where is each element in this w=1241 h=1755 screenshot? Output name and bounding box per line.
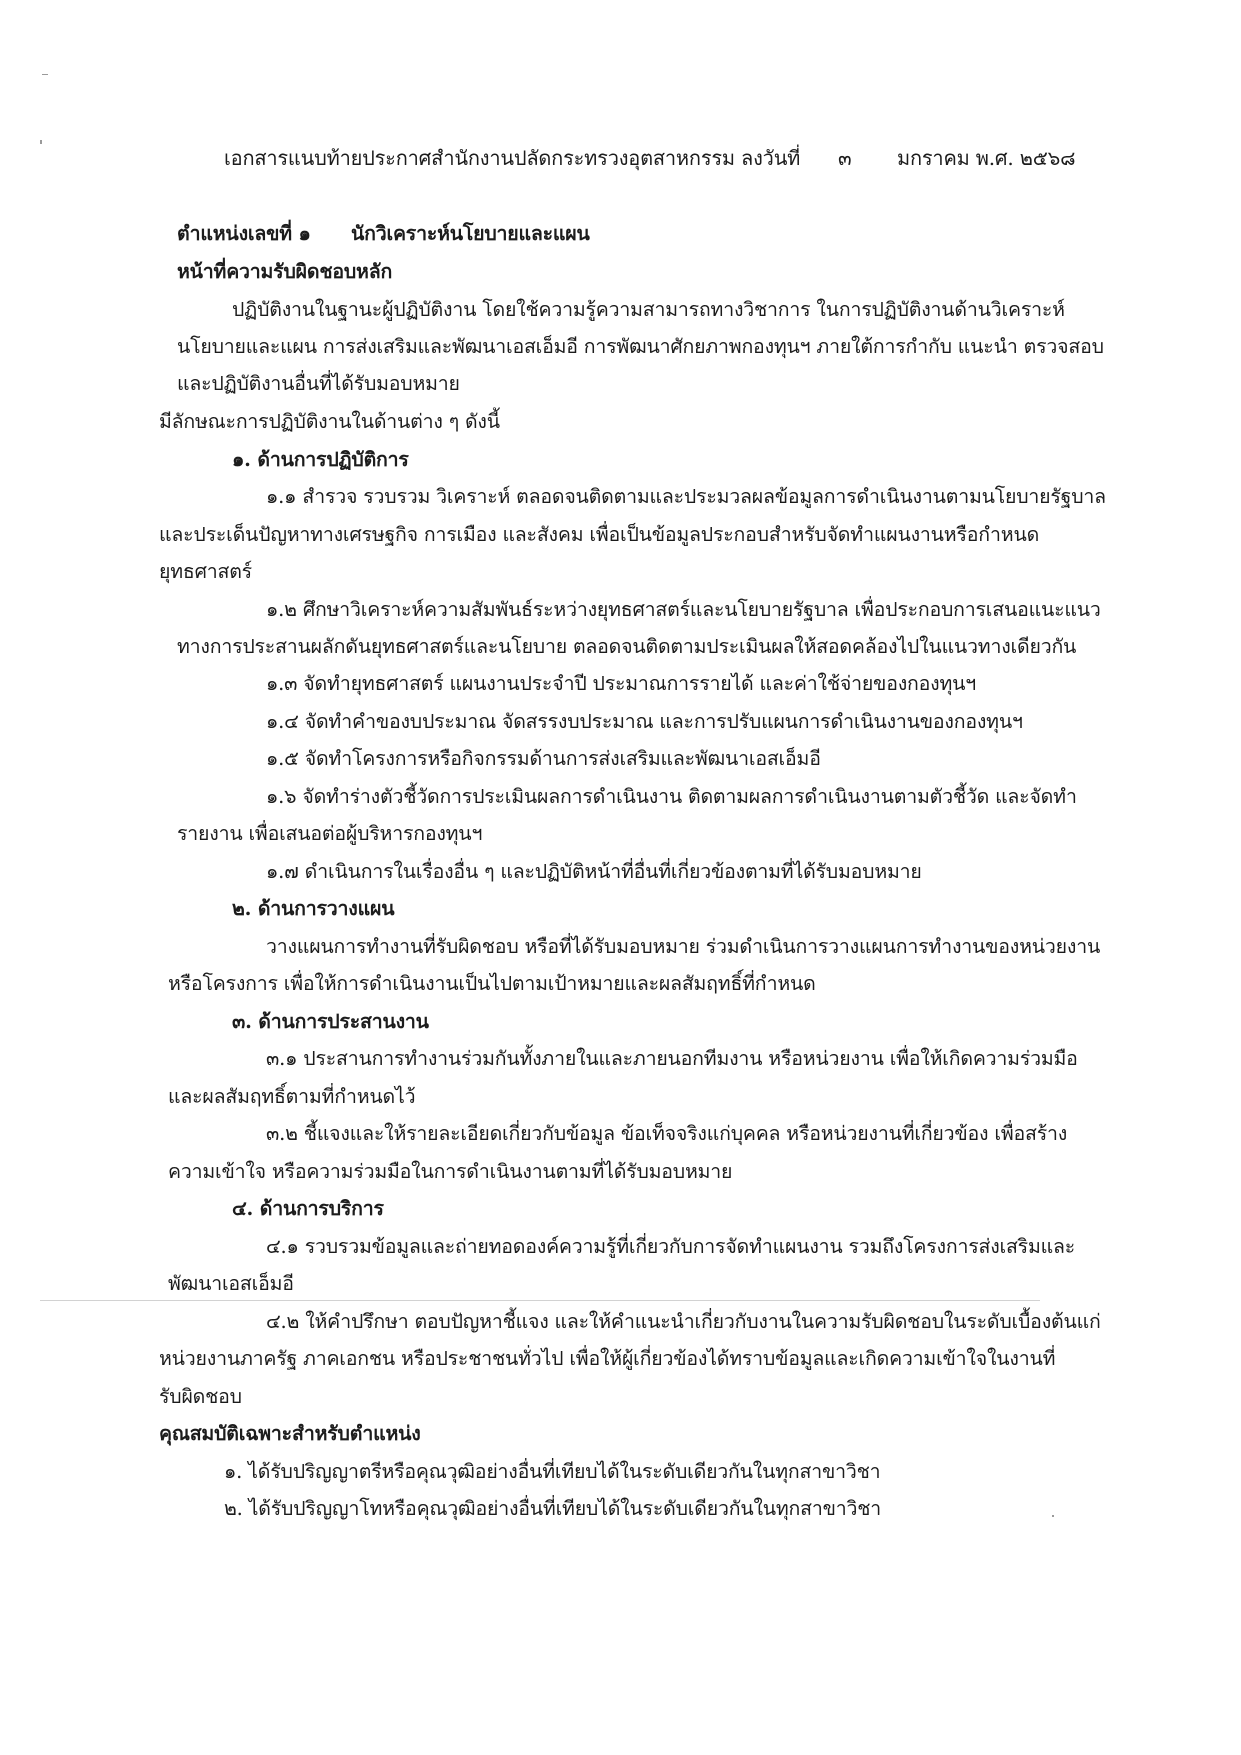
position-number: ตำแหน่งเลขที่ ๑ bbox=[177, 222, 311, 245]
qualification-item: ๒. ได้รับปริญญาโทหรือคุณวุฒิอย่างอื่นที่เทียบได้ในระดับเดียวกันในทุกสาขาวิชา bbox=[224, 1497, 882, 1520]
section-line: ๑.๓ จัดทำยุทธศาสตร์ แผนงานประจำปี ประมาณการรายได้ และค่าใช้จ่ายของกองทุนฯ bbox=[266, 672, 976, 695]
qualification-item: ๑. ได้รับปริญญาตรีหรือคุณวุฒิอย่างอื่นที่เทียบได้ในระดับเดียวกันในทุกสาขาวิชา bbox=[224, 1460, 881, 1483]
scan-speck bbox=[1052, 1515, 1054, 1517]
intro-line: ปฏิบัติงานในฐานะผู้ปฏิบัติงาน โดยใช้ความรู้ความสามารถทางวิชาการ ในการปฏิบัติงานด้านวิเคราะห์ bbox=[232, 298, 1065, 321]
section-line: รายงาน เพื่อเสนอต่อผู้บริหารกองทุนฯ bbox=[177, 822, 483, 845]
section-line: ๑.๔ จัดทำคำของบประมาณ จัดสรรงบประมาณ และการปรับแผนการดำเนินงานของกองทุนฯ bbox=[266, 710, 1023, 733]
section-line: ๑.๕ จัดทำโครงการหรือกิจกรรมด้านการส่งเสริมและพัฒนาเอสเอ็มอี bbox=[266, 747, 821, 770]
section-heading: ๑. ด้านการปฏิบัติการ bbox=[232, 448, 409, 471]
section-line: และผลสัมฤทธิ์ตามที่กำหนดไว้ bbox=[168, 1085, 416, 1108]
section-line: ยุทธศาสตร์ bbox=[159, 560, 252, 583]
header-title: เอกสารแนบท้ายประกาศสำนักงานปลัดกระทรวงอุตสาหกรรม ลงวันที่ bbox=[224, 146, 801, 170]
section-line: หรือโครงการ เพื่อให้การดำเนินงานเป็นไปตามเป้าหมายและผลสัมฤทธิ์ที่กำหนด bbox=[168, 972, 816, 995]
section-heading: ๓. ด้านการประสานงาน bbox=[232, 1010, 429, 1033]
scan-artifact-line bbox=[40, 1300, 1040, 1301]
section-line: ๔.๒ ให้คำปรึกษา ตอบปัญหาชี้แจง และให้คำแนะนำเกี่ยวกับงานในความรับผิดชอบในระดับเบื้องต้นแก่ bbox=[266, 1310, 1101, 1333]
section-line: วางแผนการทำงานที่รับผิดชอบ หรือที่ได้รับมอบหมาย ร่วมดำเนินการวางแผนการทำงานของหน่วยงาน bbox=[266, 935, 1101, 958]
section-line: ๑.๒ ศึกษาวิเคราะห์ความสัมพันธ์ระหว่างยุทธศาสตร์และนโยบายรัฐบาล เพื่อประกอบการเสนอแนะแนว bbox=[266, 598, 1101, 621]
position-name: นักวิเคราะห์นโยบายและแผน bbox=[351, 222, 590, 245]
section-line: พัฒนาเอสเอ็มอี bbox=[168, 1272, 294, 1295]
section-line: หน่วยงานภาครัฐ ภาคเอกชน หรือประชาชนทั่วไป เพื่อให้ผู้เกี่ยวข้องได้ทราบข้อมูลและเกิดความเข้าใจในงานที่ bbox=[159, 1347, 1056, 1370]
main-duties-heading: หน้าที่ความรับผิดชอบหลัก bbox=[177, 260, 393, 283]
intro-line: และปฏิบัติงานอื่นที่ได้รับมอบหมาย bbox=[177, 372, 460, 395]
intro-line: นโยบายและแผน การส่งเสริมและพัฒนาเอสเอ็มอี การพัฒนาศักยภาพกองทุนฯ ภายใต้การกำกับ แนะนำ ตรวจสอบ bbox=[177, 335, 1104, 358]
section-heading: ๒. ด้านการวางแผน bbox=[232, 897, 395, 920]
section-line: ๑.๗ ดำเนินการในเรื่องอื่น ๆ และปฏิบัติหน้าที่อื่นที่เกี่ยวข้องตามที่ได้รับมอบหมาย bbox=[266, 860, 922, 883]
section-line: ๓.๒ ชี้แจงและให้รายละเอียดเกี่ยวกับข้อมูล ข้อเท็จจริงแก่บุคคล หรือหน่วยงานที่เกี่ยวข้อง เพื่อสร้าง bbox=[266, 1122, 1068, 1145]
section-line: ๓.๑ ประสานการทำงานร่วมกันทั้งภายในและภายนอกทีมงาน หรือหน่วยงาน เพื่อให้เกิดความร่วมมือ bbox=[266, 1047, 1078, 1070]
section-line: และประเด็นปัญหาทางเศรษฐกิจ การเมือง และสังคม เพื่อเป็นข้อมูลประกอบสำหรับจัดทำแผนงานหรือกำหนด bbox=[159, 523, 1040, 546]
scan-speck bbox=[40, 140, 42, 144]
intro-line: มีลักษณะการปฏิบัติงานในด้านต่าง ๆ ดังนี้ bbox=[159, 410, 500, 433]
section-line: ความเข้าใจ หรือความร่วมมือในการดำเนินงานตามที่ได้รับมอบหมาย bbox=[168, 1160, 733, 1183]
header-month-year: มกราคม พ.ศ. ๒๕๖๘ bbox=[897, 146, 1076, 170]
section-line: ๑.๑ สำรวจ รวบรวม วิเคราะห์ ตลอดจนติดตามและประมวลผลข้อมูลการดำเนินงานตามนโยบายรัฐบาล bbox=[266, 485, 1106, 508]
qualifications-heading: คุณสมบัติเฉพาะสำหรับตำแหน่ง bbox=[159, 1422, 421, 1445]
section-line: รับผิดชอบ bbox=[159, 1385, 242, 1408]
section-line: ทางการประสานผลักดันยุทธศาสตร์และนโยบาย ตลอดจนติดตามประเมินผลให้สอดคล้องไปในแนวทางเดียวกัน bbox=[177, 635, 1077, 658]
section-heading: ๔. ด้านการบริการ bbox=[232, 1197, 384, 1220]
section-line: ๑.๖ จัดทำร่างตัวชี้วัดการประเมินผลการดำเนินงาน ติดตามผลการดำเนินงานตามตัวชี้วัด และจัดทำ bbox=[266, 785, 1077, 808]
section-line: ๔.๑ รวบรวมข้อมูลและถ่ายทอดองค์ความรู้ที่เกี่ยวกับการจัดทำแผนงาน รวมถึงโครงการส่งเสริมและ bbox=[266, 1235, 1075, 1258]
header-day: ๓ bbox=[838, 146, 852, 170]
scan-speck bbox=[42, 74, 48, 75]
